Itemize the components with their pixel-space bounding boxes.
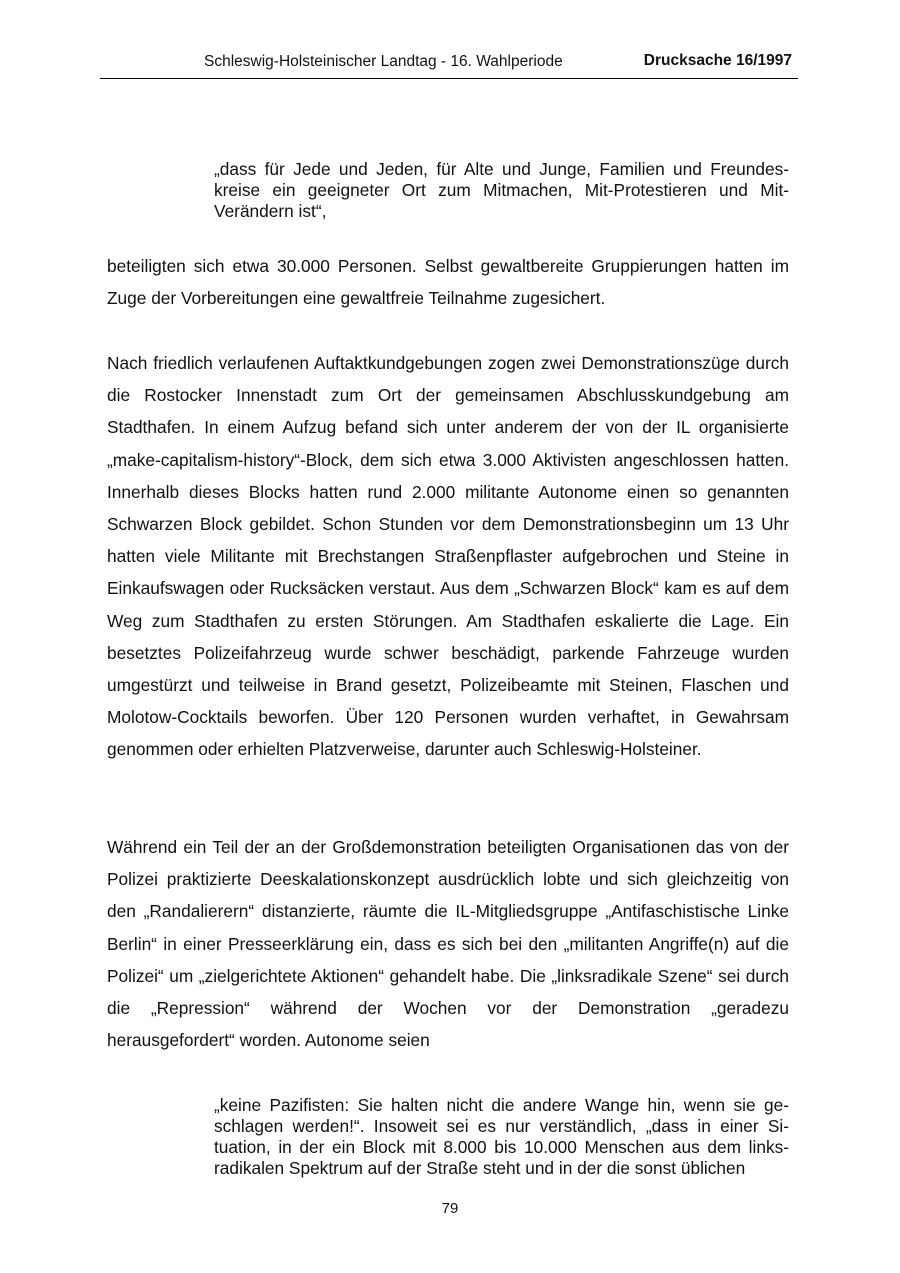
page-header	[100, 52, 798, 79]
page-number: 79	[441, 1200, 459, 1217]
paragraph-2: Nach friedlich verlaufenen Auftaktkundgebungen zogen zwei Demonstrationszüge durch die Rostocker Innenstadt zum Ort der gemeinsamen Abschlusskundgebung am Stadthafen. In einem Aufzug befand sich unter anderem der von der IL organisierte „make-capitalism-history“-Block, dem sich etwa 3.000 Aktivisten angeschlossen hatten. Innerhalb dieses Blocks hatten rund 2.000 militante Autonome einen so genannten Schwarzen Block gebildet. Schon Stunden vor dem Demonstrationsbeginn um 13 Uhr hatten viele Militante mit Brechstangen Straßenpflaster aufgebrochen und Steine in Einkaufswagen oder Rucksäcken verstaut. Aus dem „Schwarzen Block“ kam es auf dem Weg zum Stadthafen zu ersten Störungen. Am Stadthafen eskalierte die Lage. Ein besetztes Polizeifahrzeug wurde schwer beschädigt, parkende Fahrzeuge wurden umgestürzt und teilweise in Brand gesetzt, Polizeibeamte mit Steinen, Flaschen und Molotow-Cocktails beworfen. Über 120 Personen wurden verhaftet, in Gewahrsam genommen oder erhielten Platzverweise, darunter auch Schleswig-Holsteiner.	[107, 353, 789, 760]
paragraph-3: Während ein Teil der an der Großdemonstration beteiligten Organisationen das von der Polizei praktizierte Deeskalationskonzept ausdrücklich lobte und sich gleichzeitig von den „Randalierern“ distanzierte, räumte die IL-Mitgliedsgruppe „Antifaschistische Linke Berlin“ in einer Presseerklärung ein, dass es sich bei den „militanten Angriffe(n) auf die Polizei“ um „zielgerichtete Aktionen“ gehandelt habe. Die „linksradikale Szene“ sei durch die „Repression“ während der Wochen vor der Demonstration „geradezu herausgefordert“ worden. Autonome seien	[107, 837, 789, 1051]
paragraph-1: beteiligten sich etwa 30.000 Personen. Selbst gewaltbereite Gruppierungen hatten im Zuge der Vorbereitungen eine gewaltfreie Teilnahme zugesichert.	[107, 256, 789, 309]
block-quote-2: „keine Pazifisten: Sie halten nicht die andere Wange hin, wenn sie geschlagen werden!“. Insoweit sei es nur verständlich, „dass in einer Situation, in der ein Block mit 8.000 bis 10.000 Menschen aus dem linksradikalen Spektrum auf der Straße steht und in der die sonst üblichen	[214, 1095, 789, 1178]
document-number: Drucksache 16/1997	[643, 52, 792, 69]
block-quote-1: „dass für Jede und Jeden, für Alte und Junge, Familien und Freundeskreise ein geeigneter Ort zum Mitmachen, Mit-Protestieren und Mit-Verändern ist“,	[214, 159, 789, 221]
header-title: Schleswig-Holsteinischer Landtag - 16. Wahlperiode	[204, 53, 563, 70]
